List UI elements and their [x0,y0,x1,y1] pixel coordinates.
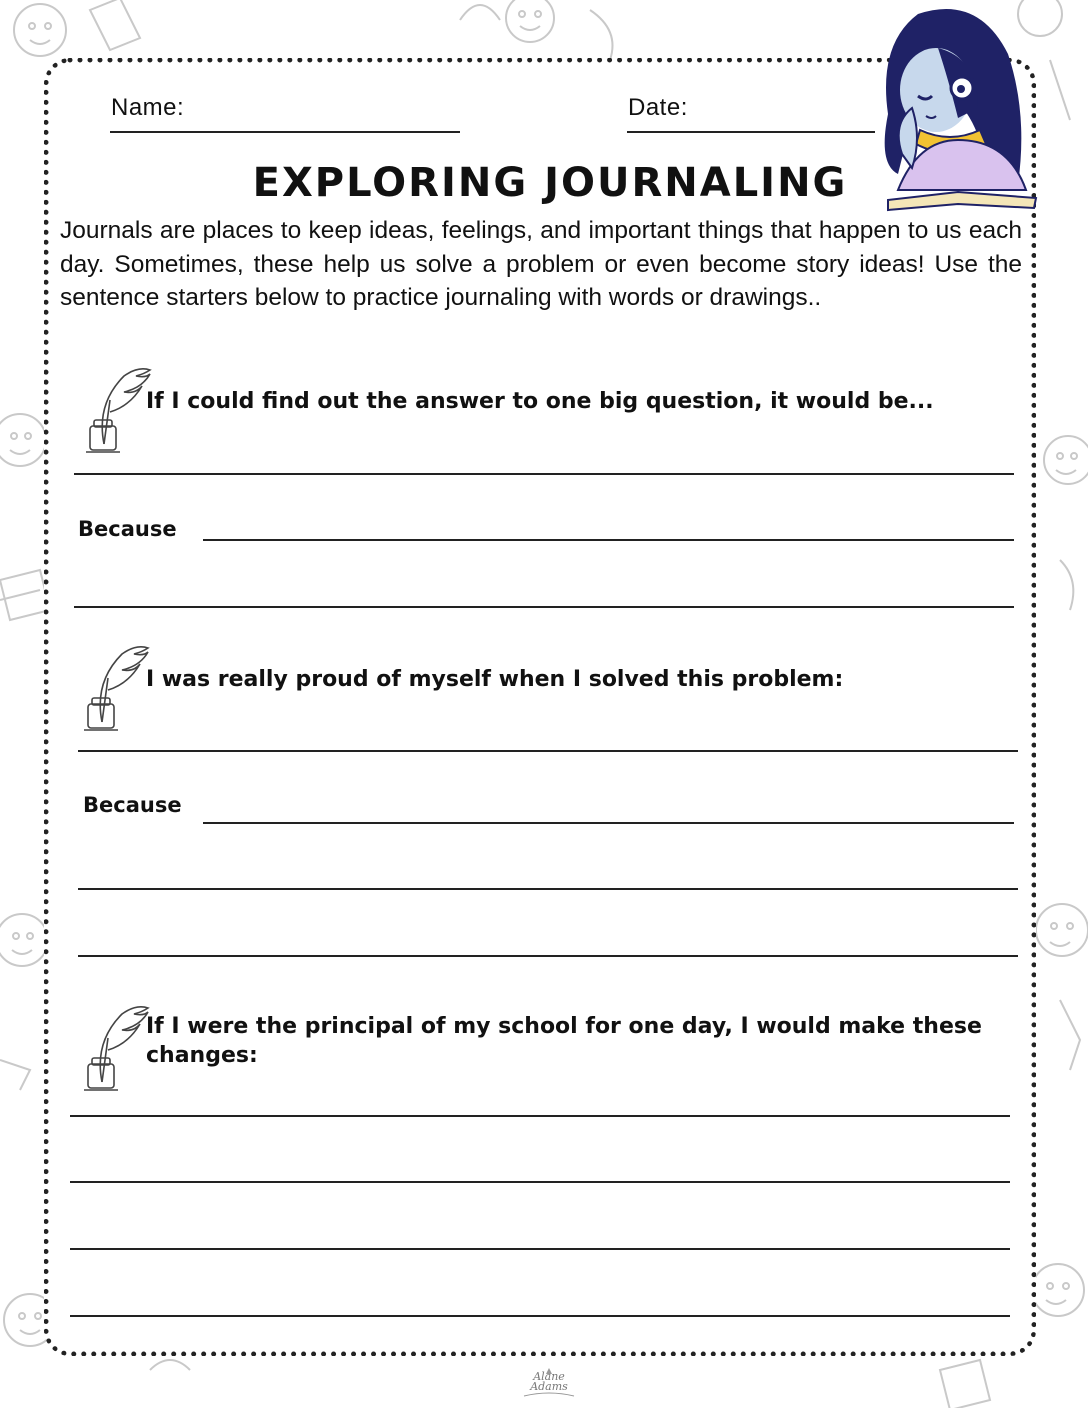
publisher-logo-text: Alane Adams [530,1370,568,1393]
quill-inkwell-icon [80,364,152,458]
answer-line[interactable] [78,750,1018,752]
because-label-2: Because [83,793,182,817]
answer-line[interactable] [78,888,1018,890]
prompt-3: If I were the principal of my school for one day, I would make these changes: [146,1014,982,1068]
name-label: Name: [111,94,185,121]
intro-paragraph: Journals are places to keep ideas, feelings, and important things that happen to us each day. Sometimes, these help us solve a problem or even become story ideas! Use the sentence starters below to practice journaling with words or drawings.. [60,217,1022,311]
answer-line[interactable] [70,1248,1010,1250]
quill-inkwell-icon [78,1002,150,1096]
because-line[interactable] [203,539,1014,541]
answer-line[interactable] [70,1181,1010,1183]
quill-inkwell-icon [78,642,150,736]
page-title: EXPLORING JOURNALING [252,160,848,206]
because-label-1: Because [78,517,177,541]
answer-line[interactable] [70,1115,1010,1117]
answer-line[interactable] [70,1315,1010,1317]
because-line[interactable] [203,822,1014,824]
answer-line[interactable] [74,606,1014,608]
date-label: Date: [628,94,688,121]
prompt-1: If I could find out the answer to one big question, it would be... [146,389,934,414]
answer-line[interactable] [74,473,1014,475]
answer-line[interactable] [78,955,1018,957]
name-field-line[interactable] [110,131,460,133]
date-field-line[interactable] [627,131,875,133]
prompt-2: I was really proud of myself when I solved this problem: [146,667,844,692]
